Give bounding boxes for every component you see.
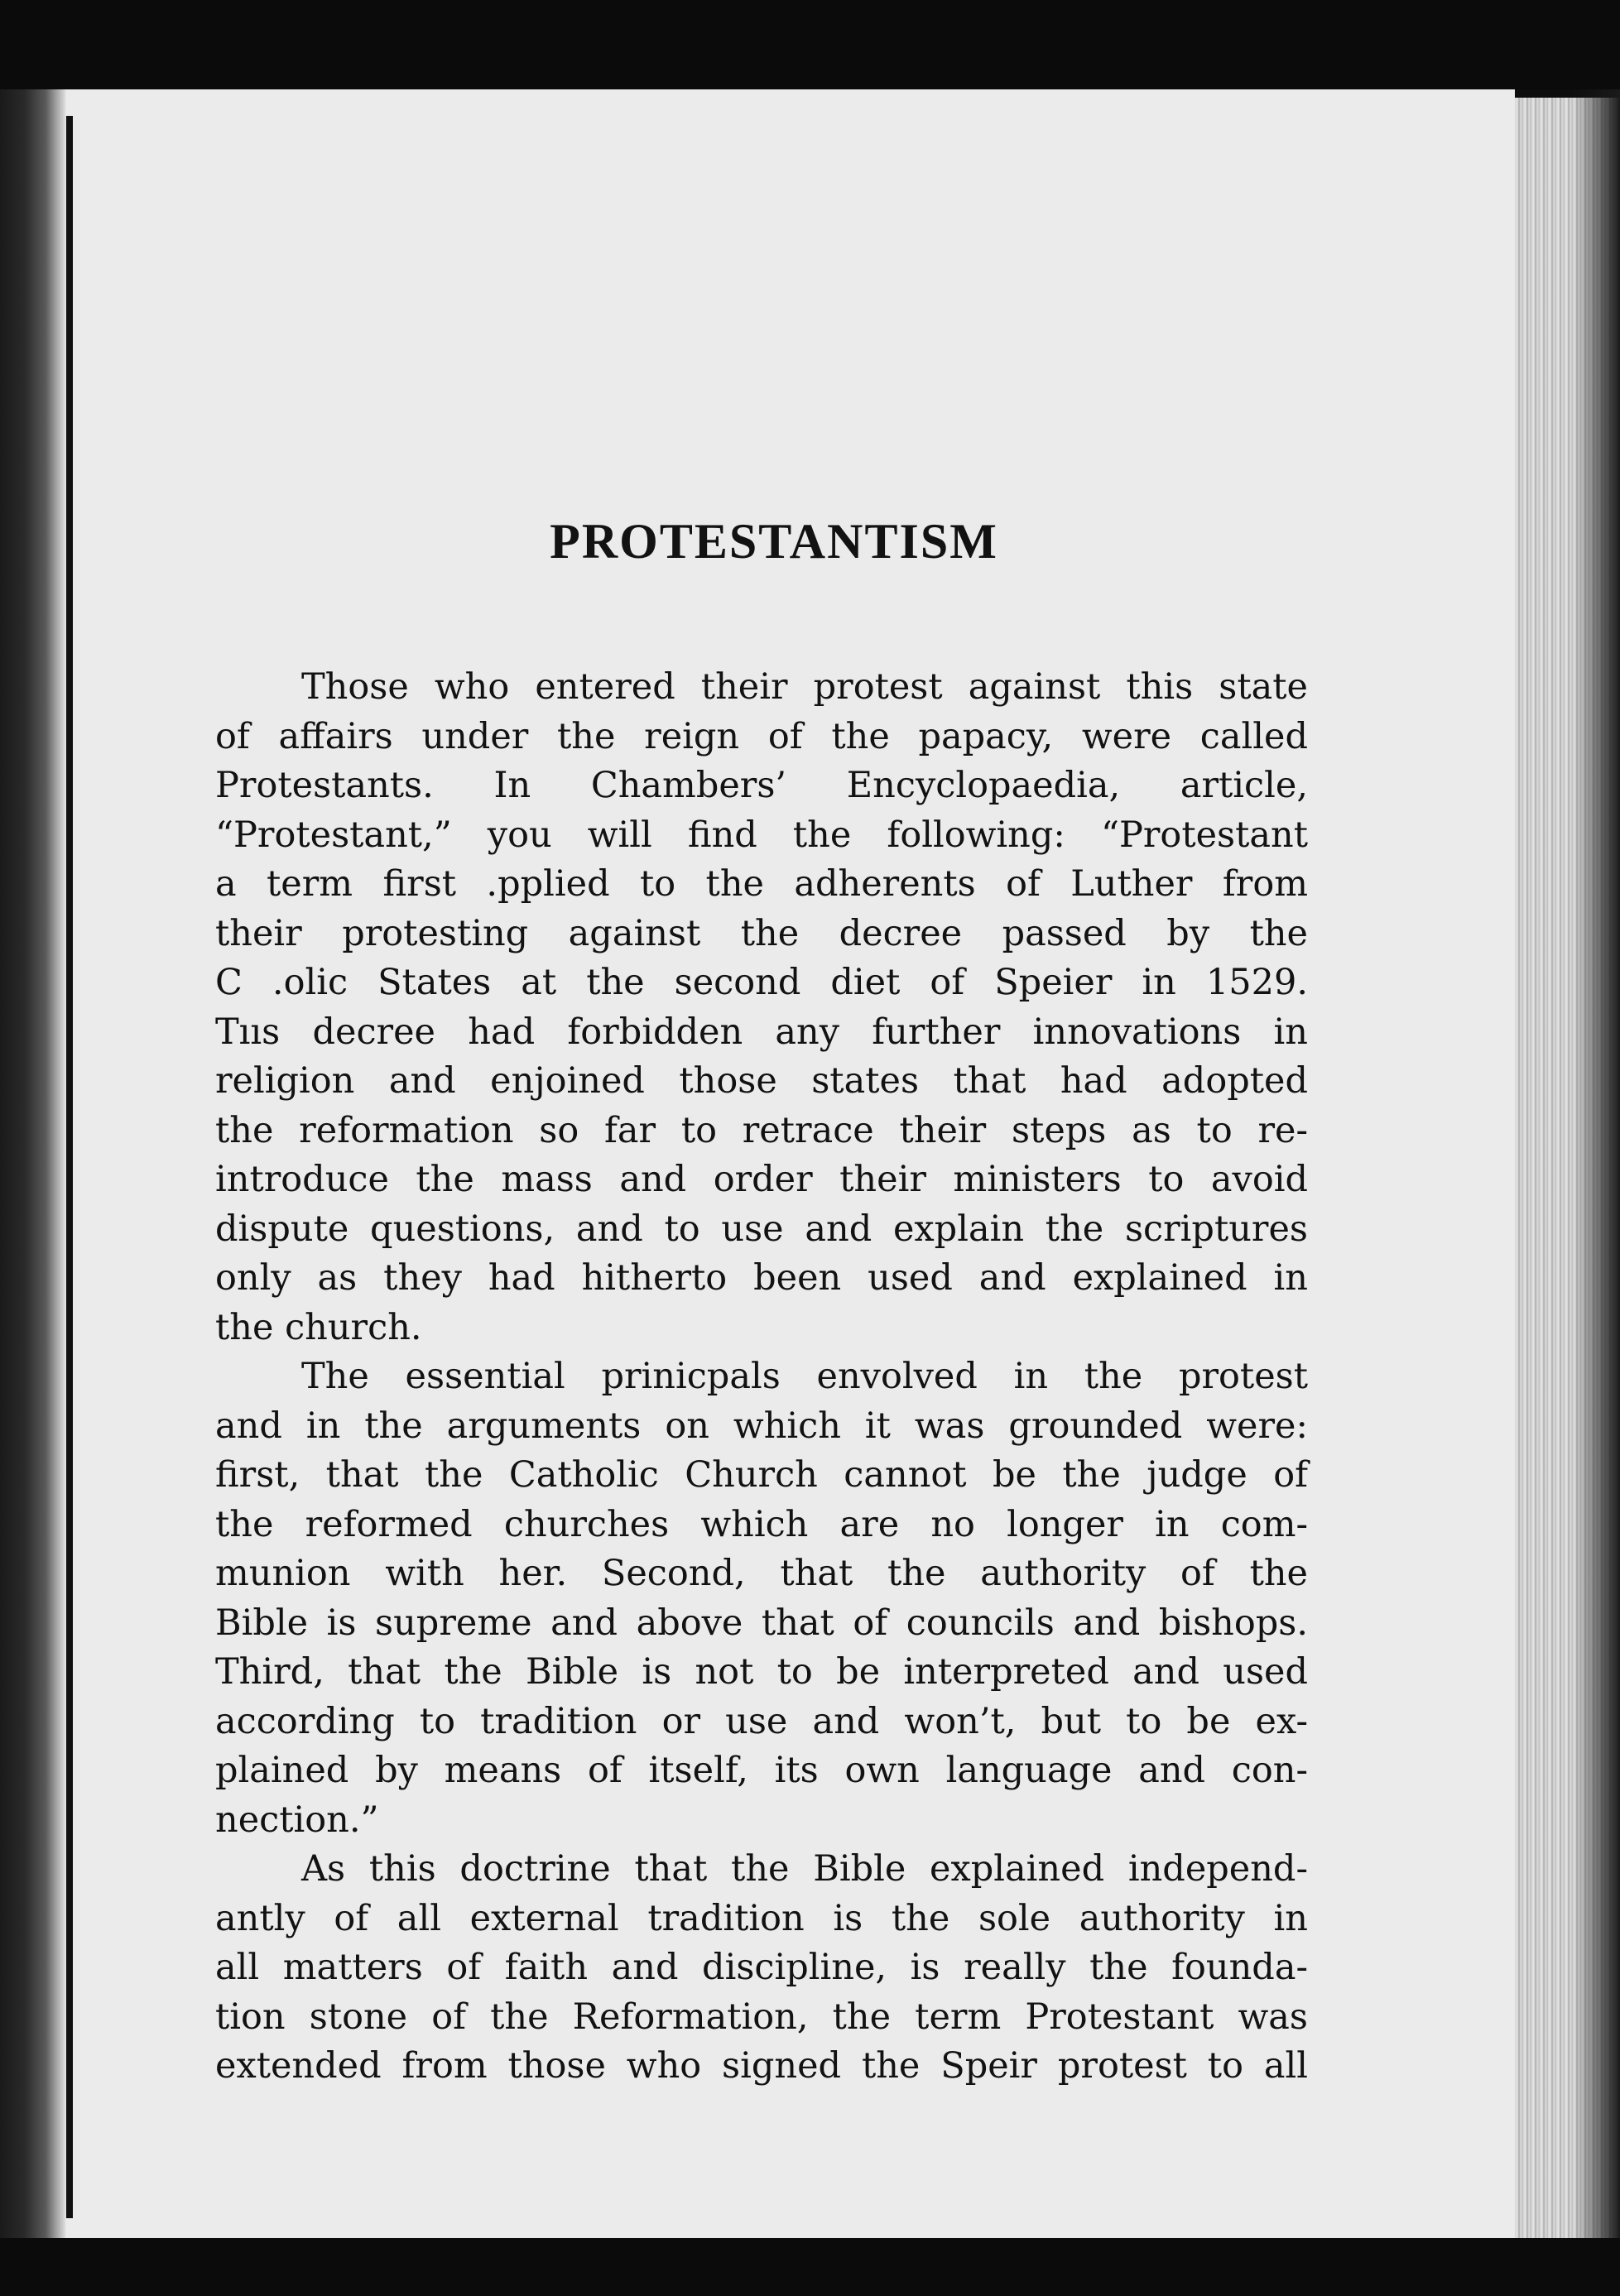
text-line: the church. (215, 1306, 422, 1348)
text-line: Those who entered their protest against this state (301, 666, 1308, 708)
binding-edge-line (66, 116, 73, 2218)
text-line: nection.” (215, 1799, 379, 1841)
text-line: their protesting against the decree passed by the (215, 912, 1308, 954)
text-line: the reformed churches which are no longer in com- (215, 1503, 1308, 1545)
text-line: Bible is supreme and above that of councils and bishops. (215, 1602, 1308, 1644)
text-line: “Protestant,” you will find the following: “Protestant (215, 814, 1308, 856)
text-line: C .olic States at the second diet of Speier in 1529. (215, 962, 1308, 1003)
scan-top-border (0, 0, 1620, 89)
text-line: all matters of faith and discipline, is really the founda- (215, 1947, 1308, 1988)
text-line: The essential prinicpals envolved in the protest (301, 1356, 1308, 1397)
page-title: PROTESTANTISM (550, 514, 998, 569)
text-line: As this doctrine that the Bible explained independ- (301, 1848, 1308, 1890)
paragraph-1 (215, 663, 1308, 1352)
page-text-column (215, 513, 1308, 2092)
text-line: a term first .pplied to the adherents of Luther from (215, 863, 1308, 905)
text-line: plained by means of itself, its own language and con- (215, 1750, 1308, 1791)
text-line: dispute questions, and to use and explain the scriptures (215, 1208, 1308, 1250)
text-line: tion stone of the Reformation, the term Protestant was (215, 1996, 1308, 2038)
text-line: munion with her. Second, that the authority of the (215, 1553, 1308, 1594)
text-line: Tııs decree had forbidden any further innovations in (215, 1011, 1308, 1053)
text-line: introduce the mass and order their ministers to avoid (215, 1159, 1308, 1200)
text-line: antly of all external tradition is the sole authority in (215, 1897, 1308, 1939)
binding-shadow (0, 89, 66, 2241)
paragraph-2 (215, 1352, 1308, 1845)
text-line: Third, that the Bible is not to be interpreted and used (215, 1651, 1308, 1693)
text-line: only as they had hitherto been used and explained in (215, 1257, 1308, 1299)
text-line: extended from those who signed the Speir protest to all (215, 2045, 1308, 2087)
scan-bottom-border (0, 2238, 1620, 2296)
text-line: first, that the Catholic Church cannot be the judge of (215, 1454, 1308, 1496)
text-line: Protestants. In Chambers’ Encyclopaedia, article, (215, 765, 1308, 806)
text-line: according to tradition or use and won’t, but to be ex- (215, 1700, 1308, 1742)
text-line: the reformation so far to retrace their steps as to re- (215, 1109, 1308, 1151)
paragraph-3 (215, 1845, 1308, 2092)
text-line: and in the arguments on which it was grounded were: (215, 1405, 1308, 1447)
page-stack-shadow (1573, 89, 1620, 2296)
text-line: religion and enjoined those states that had adopted (215, 1060, 1308, 1102)
text-line: of affairs under the reign of the papacy, were called (215, 715, 1308, 757)
